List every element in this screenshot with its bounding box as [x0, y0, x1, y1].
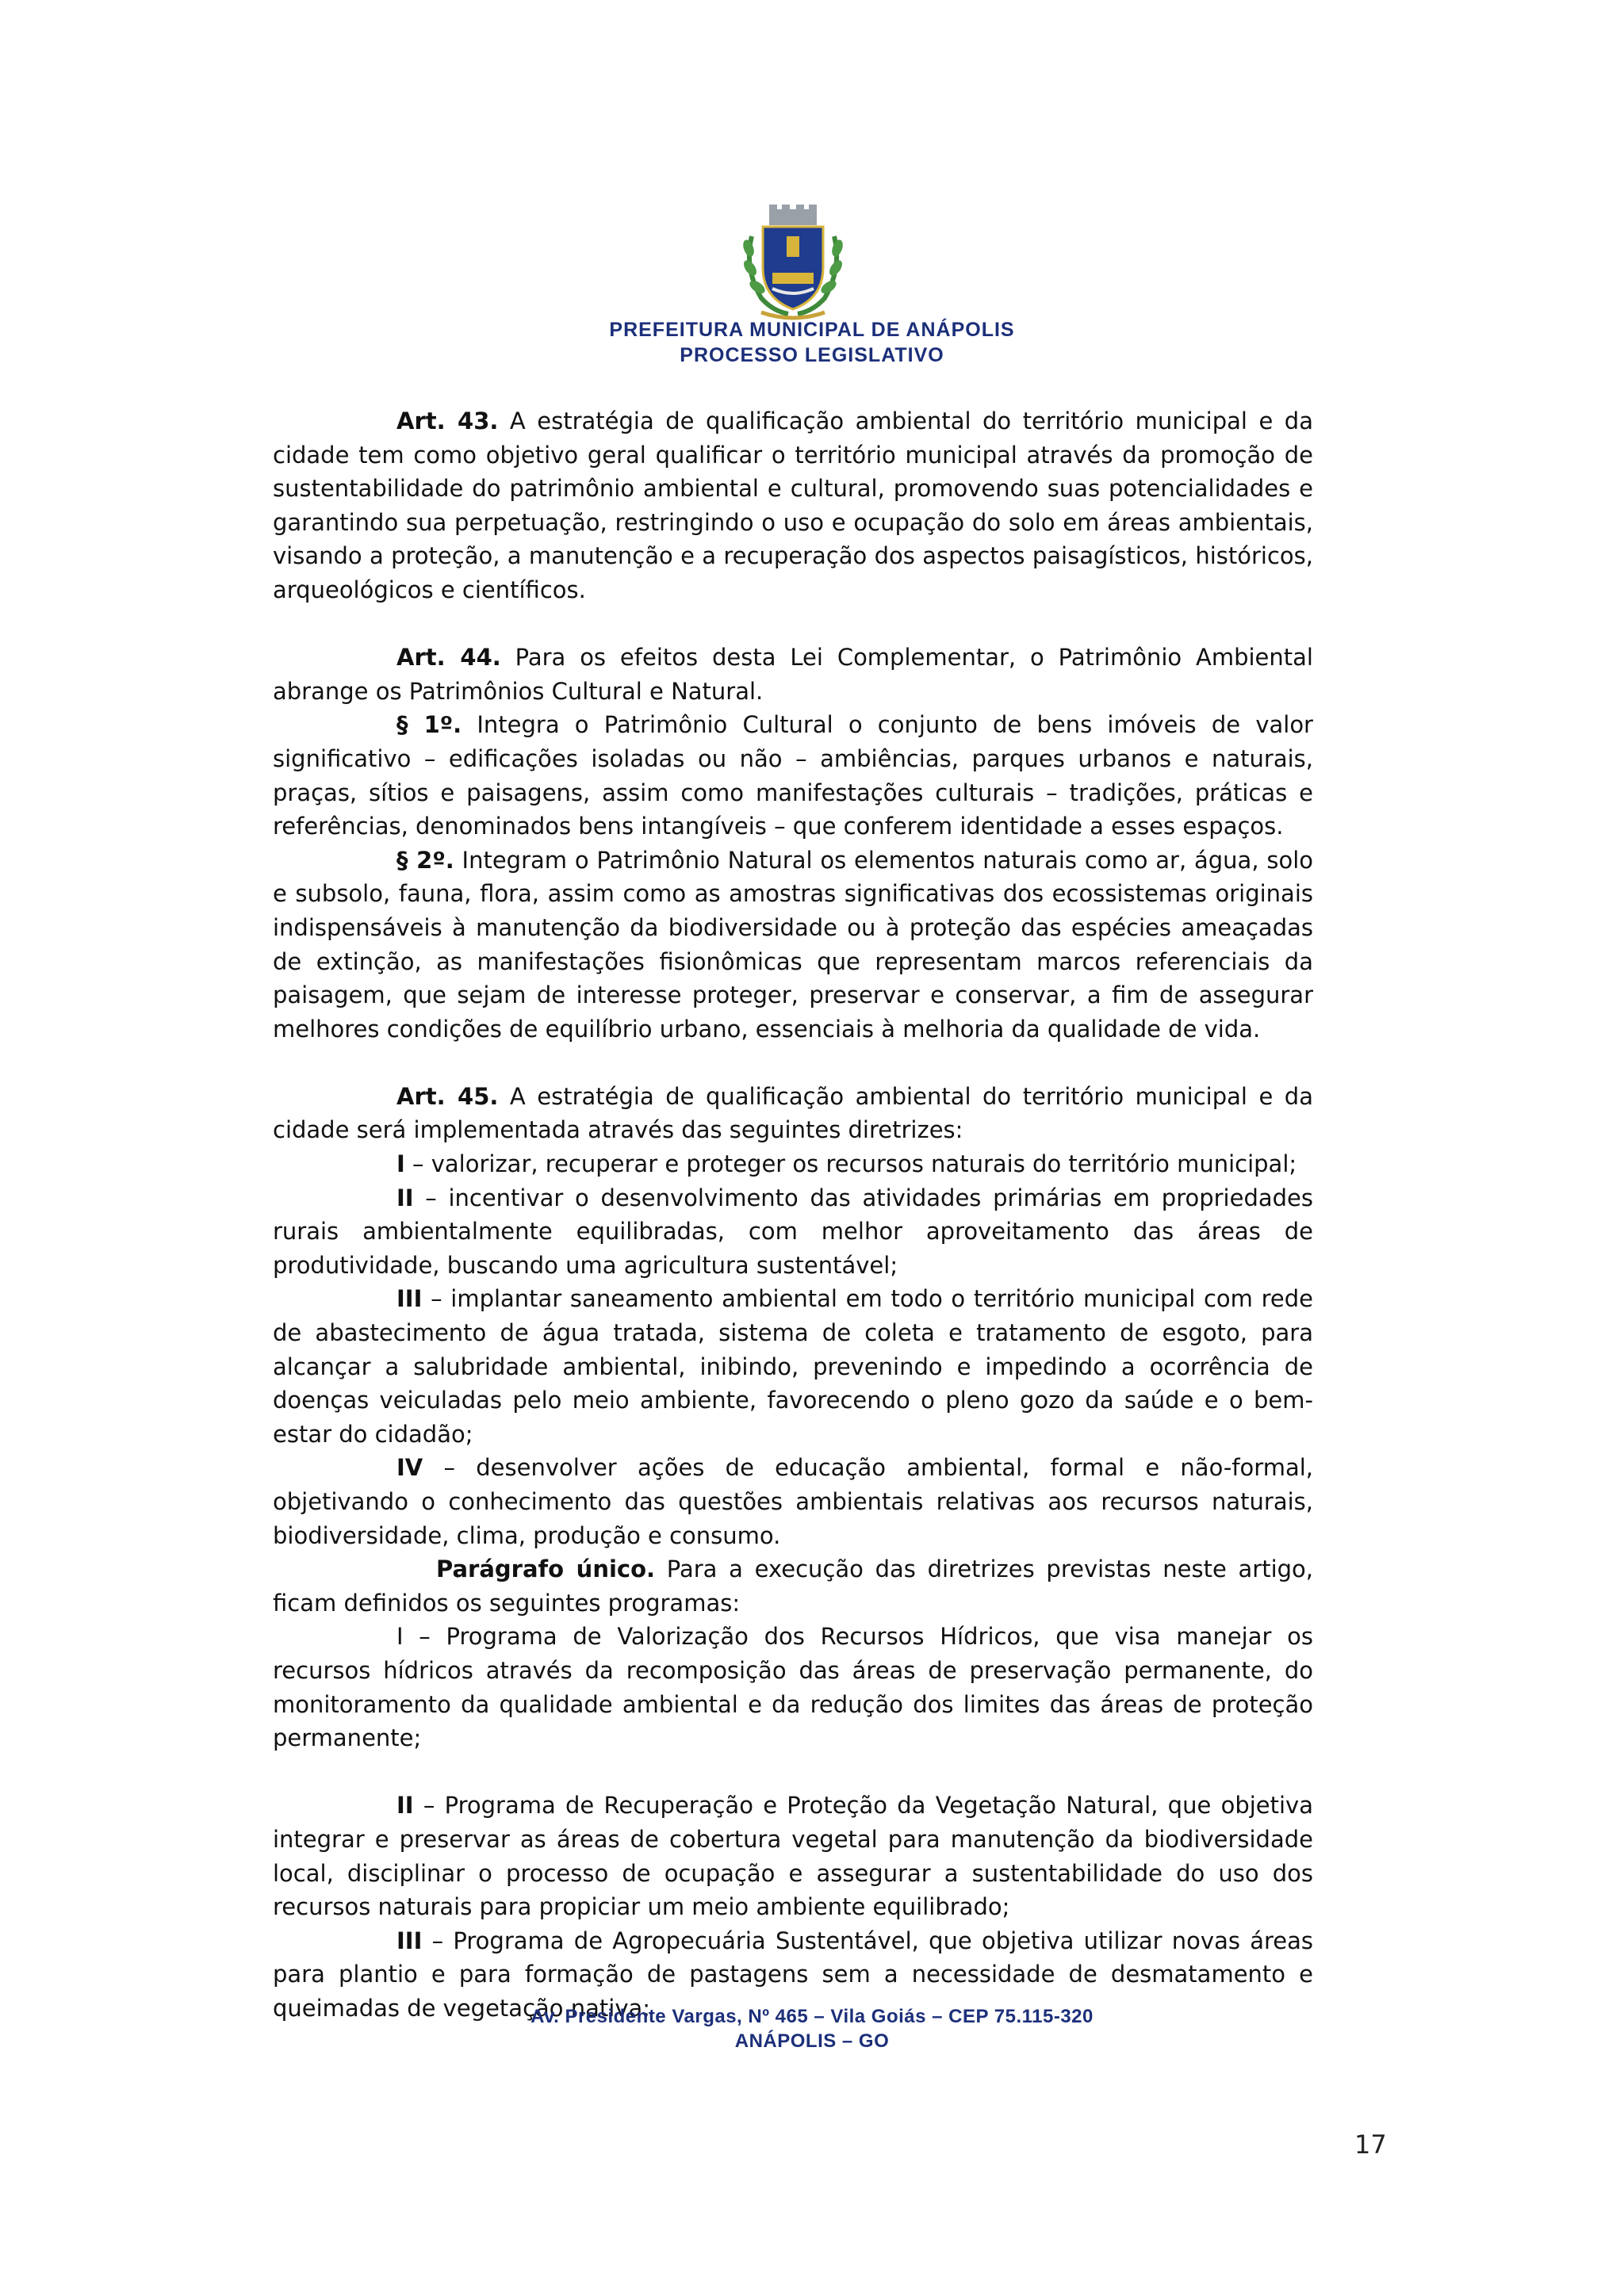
art-45-iii-label: III	[396, 1285, 423, 1313]
art-45-pu-text: Para a execução das diretrizes previstas neste artigo, ficam definidos os seguintes programas:	[273, 1556, 1313, 1617]
art-45-item-iii	[273, 1282, 1313, 1451]
art-45-iii-text: – implantar saneamento ambiental em todo o território municipal com rede de abastecimento de água tratada, sistema de coleta e tratamento de esgoto, para alcançar a salubridade ambiental, inibindo, prevenindo e impedindo a ocorrência de doenças veiculadas pelo meio ambiente, favorecendo o pleno gozo da saúde e o bem-estar do cidadão;	[273, 1285, 1313, 1448]
art-45-item-ii	[273, 1181, 1313, 1283]
program-i-label: I	[396, 1623, 404, 1651]
art-44-paragraph-1	[273, 708, 1313, 843]
header-institution: PREFEITURA MUNICIPAL DE ANÁPOLIS	[609, 319, 1015, 341]
art-45-paragraph	[273, 1080, 1313, 1147]
program-i-text: – Programa de Valorização dos Recursos Hídricos, que visa manejar os recursos hídricos através da recomposição das áreas de preservação permanente, do monitoramento da qualidade ambiental e da redução dos limites das áreas de proteção permanente;	[273, 1623, 1313, 1752]
art-45-iv-text: – desenvolver ações de educação ambiental, formal e não-formal, objetivando o conhecimento das questões ambientais relativas aos recursos naturais, biodiversidade, clima, produção e consumo.	[273, 1454, 1313, 1549]
municipal-coat-of-arms-icon	[737, 205, 848, 323]
art-43-paragraph	[273, 404, 1313, 607]
art-44-p2-label: § 2º.	[396, 846, 454, 874]
art-43-label: Art. 43.	[396, 408, 499, 434]
art-44-paragraph	[273, 641, 1313, 708]
art-43-text: A estratégia de qualificação ambiental do território municipal e da cidade tem como objetivo geral qualificar o território municipal através da promoção de sustentabilidade do patrimônio ambiental e cultural, promovendo suas potencialidades e garantindo sua perpetuação, restringindo o uso e ocupação do solo em áreas ambientais, visando a proteção, a manutenção e a recuperação dos aspectos paisagísticos, históricos, arqueológicos e científicos.	[273, 408, 1313, 603]
art-44-p1-text: Integra o Patrimônio Cultural o conjunto de bens imóveis de valor significativo – edificações isoladas ou não – ambiências, parques urbanos e naturais, praças, sítios e paisagens, assim como manifestações culturais – tradições, práticas e referências, denominados bens intangíveis – que conferem identidade a esses espaços.	[273, 711, 1313, 840]
art-45-ii-label: II	[396, 1184, 414, 1211]
footer-address: Av. Presidente Vargas, Nº 465 – Vila Goiás – CEP 75.115-320	[530, 2006, 1094, 2027]
art-45-i-label: I	[396, 1150, 405, 1178]
art-45-ii-text: – incentivar o desenvolvimento das atividades primárias em propriedades rurais ambientalmente equilibradas, com melhor aproveitamento das áreas de produtividade, buscando uma agricultura sustentável;	[273, 1184, 1313, 1279]
header-subtitle: PROCESSO LEGISLATIVO	[680, 344, 944, 366]
art-44-paragraph-2	[273, 844, 1313, 1047]
program-ii	[273, 1789, 1313, 1923]
art-45-i-text: – valorizar, recuperar e proteger os recursos naturais do território municipal;	[404, 1150, 1297, 1178]
art-45-item-iv	[273, 1451, 1313, 1552]
page-number: 17	[1354, 2130, 1387, 2160]
program-i	[273, 1620, 1313, 1755]
program-iii-label: III	[396, 1927, 423, 1954]
art-44-p1-label: § 1º.	[396, 711, 462, 739]
program-ii-label: II	[396, 1792, 414, 1820]
program-ii-text: – Programa de Recuperação e Proteção da Vegetação Natural, que objetiva integrar e preservar as áreas de cobertura vegetal para manutenção da biodiversidade local, disciplinar o processo de ocupação e assegurar a sustentabilidade do uso dos recursos naturais para propiciar um meio ambiente equilibrado;	[273, 1792, 1313, 1921]
art-45-pu-label: Parágrafo único.	[436, 1556, 656, 1583]
footer-city: ANÁPOLIS – GO	[734, 2030, 890, 2052]
art-45-paragrafo-unico	[273, 1552, 1313, 1620]
art-45-text: A estratégia de qualificação ambiental do território municipal e da cidade será implementada através das seguintes diretrizes:	[273, 1082, 1313, 1144]
art-44-p2-text: Integram o Patrimônio Natural os elementos naturais como ar, água, solo e subsolo, fauna, flora, assim como as amostras significativas dos ecossistemas originais indispensáveis à manutenção da biodiversidade ou à proteção das espécies ameaçadas de extinção, as manifestações fisionômicas que representam marcos referenciais da paisagem, que sejam de interesse proteger, preservar e conservar, a fim de assegurar melhores condições de equilíbrio urbano, essenciais à melhoria da qualidade de vida.	[273, 846, 1313, 1043]
art-44-label: Art. 44.	[396, 644, 501, 672]
art-45-item-i	[273, 1147, 1313, 1181]
art-45-iv-label: IV	[396, 1454, 423, 1482]
art-45-label: Art. 45.	[396, 1082, 499, 1110]
program-iii-text: – Programa de Agropecuária Sustentável, que objetiva utilizar novas áreas para plantio e para formação de pastagens sem a necessidade de desmatamento e queimadas de vegetação nativa;	[273, 1927, 1313, 2022]
art-44-text: Para os efeitos desta Lei Complementar, o Patrimônio Ambiental abrange os Patrimônios Cultural e Natural.	[273, 644, 1313, 705]
document-body	[273, 404, 1313, 2026]
